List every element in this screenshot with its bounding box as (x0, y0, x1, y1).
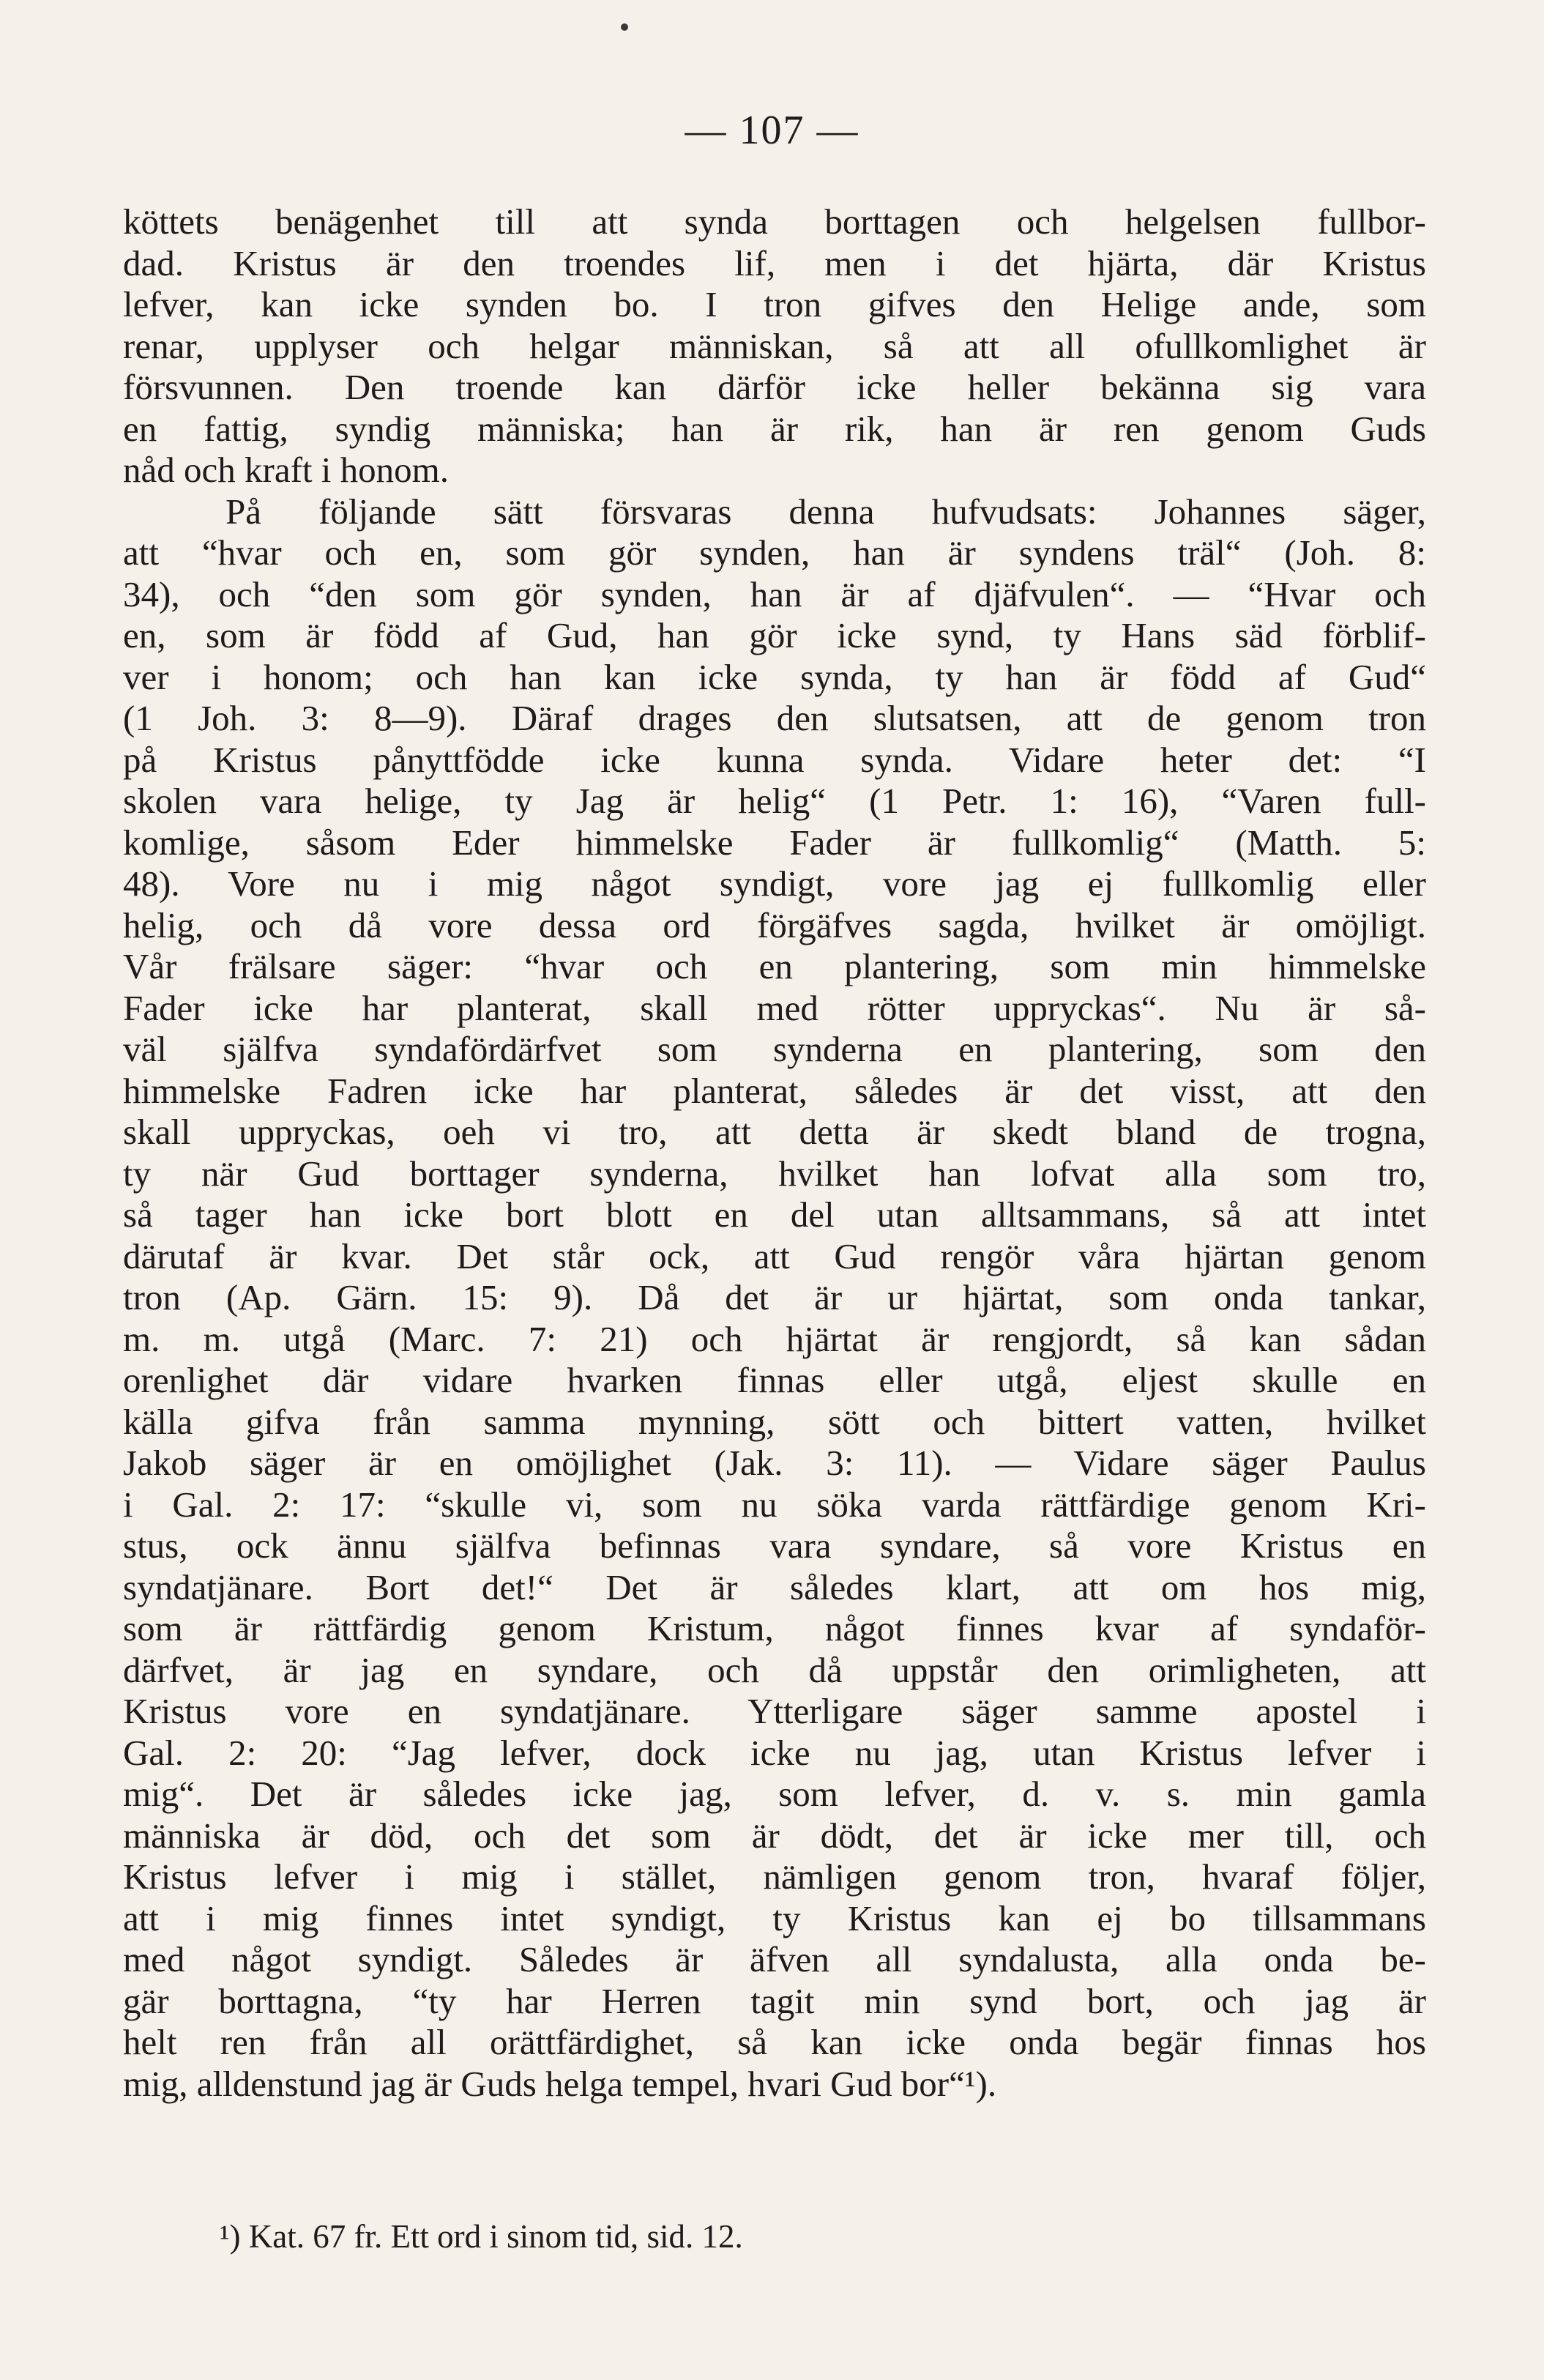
text-line: en fattig, syndig människa; han är rik, han är ren genom Guds (123, 408, 1426, 449)
text-line: 48). Vore nu i mig något syndigt, vore jag ej fullkomlig eller (123, 863, 1426, 904)
text-line: Jakob säger är en omöjlighet (Jak. 3: 11). — Vidare säger Paulus (123, 1443, 1426, 1483)
footnote: ¹) Kat. 67 fr. Ett ord i sinom tid, sid. 12. (220, 2218, 743, 2255)
text-line: därfvet, är jag en syndare, och då uppstår den orimligheten, att (123, 1649, 1426, 1690)
text-line: med något syndigt. Således är äfven all syndalusta, alla onda be- (123, 1939, 1426, 1979)
body-text (123, 201, 1426, 2105)
text-line: mig“. Det är således icke jag, som lefver, d. v. s. min gamla (123, 1774, 1426, 1814)
text-line: stus, ock ännu själfva befinnas vara syndare, så vore Kristus en (123, 1525, 1426, 1566)
text-line: nåd och kraft i honom. (123, 450, 449, 490)
text-line: skall uppryckas, oeh vi tro, att detta är skedt bland de trogna, (123, 1112, 1426, 1152)
text-line: mig, alldenstund jag är Guds helga tempel, hvari Gud bor“¹). (123, 2063, 997, 2104)
text-line: orenlighet där vidare hvarken finnas eller utgå, eljest skulle en (123, 1360, 1426, 1400)
text-line: (1 Joh. 3: 8—9). Däraf drages den slutsatsen, att de genom tron (123, 698, 1426, 738)
text-line: dad. Kristus är den troendes lif, men i det hjärta, där Kristus (123, 242, 1426, 283)
text-line: syndatjänare. Bort det!“ Det är således klart, att om hos mig, (123, 1566, 1426, 1607)
text-line: att i mig finnes intet syndigt, ty Kristus kan ej bo tillsammans (123, 1897, 1426, 1938)
text-line: ty när Gud borttager synderna, hvilket han lofvat alla som tro, (123, 1153, 1426, 1194)
text-line: på Kristus pånyttfödde icke kunna synda. Vidare heter det: “I (123, 739, 1426, 780)
text-line: skolen vara helige, ty Jag är helig“ (1 Petr. 1: 16), “Varen full- (123, 781, 1426, 821)
text-line: människa är död, och det som är dödt, det är icke mer till, och (123, 1815, 1426, 1856)
text-line: källa gifva från samma mynning, sött och bittert vatten, hvilket (123, 1401, 1426, 1442)
text-line: På följande sätt försvaras denna hufvudsats: Johannes säger, (225, 491, 1426, 532)
text-line: en, som är född af Gud, han gör icke synd, ty Hans säd förblif- (123, 615, 1426, 655)
text-line: 34), och “den som gör synden, han är af djäfvulen“. — “Hvar och (123, 573, 1426, 614)
ink-dot (621, 23, 628, 31)
text-line: Gal. 2: 20: “Jag lefver, dock icke nu jag, utan Kristus lefver i (123, 1732, 1426, 1773)
text-line: gär borttagna, “ty har Herren tagit min synd bort, och jag är (123, 1980, 1426, 2021)
text-line: lefver, kan icke synden bo. I tron gifves den Helige ande, som (123, 284, 1426, 324)
text-line: väl själfva syndafördärfvet som synderna en plantering, som den (123, 1029, 1426, 1069)
text-line: helt ren från all orättfärdighet, så kan icke onda begär finnas hos (123, 2022, 1426, 2062)
text-line: Kristus vore en syndatjänare. Ytterligare säger samme apostel i (123, 1691, 1426, 1731)
text-line: m. m. utgå (Marc. 7: 21) och hjärtat är rengjordt, så kan sådan (123, 1318, 1426, 1359)
page-number: — 107 — (685, 108, 859, 153)
text-line: att “hvar och en, som gör synden, han är syndens träl“ (Joh. 8: (123, 532, 1426, 573)
text-line: ver i honom; och han kan icke synda, ty han är född af Gud“ (123, 656, 1426, 697)
text-line: Fader icke har planterat, skall med rötter uppryckas“. Nu är så- (123, 987, 1426, 1028)
text-line: komlige, såsom Eder himmelske Fader är fullkomlig“ (Matth. 5: (123, 822, 1426, 863)
text-line: som är rättfärdig genom Kristum, något finnes kvar af syndaför- (123, 1608, 1426, 1648)
text-line: helig, och då vore dessa ord förgäfves sagda, hvilket är omöjligt. (123, 904, 1426, 945)
text-line: tron (Ap. Gärn. 15: 9). Då det är ur hjärtat, som onda tankar, (123, 1277, 1426, 1317)
text-line: så tager han icke bort blott en del utan alltsammans, så att intet (123, 1194, 1426, 1235)
text-line: Vår frälsare säger: “hvar och en plantering, som min himmelske (123, 946, 1426, 986)
text-line: i Gal. 2: 17: “skulle vi, som nu söka varda rättfärdige genom Kri- (123, 1484, 1426, 1525)
text-line: köttets benägenhet till att synda borttagen och helgelsen fullbor- (123, 201, 1426, 242)
text-line: därutaf är kvar. Det står ock, att Gud rengör våra hjärtan genom (123, 1235, 1426, 1276)
text-line: renar, upplyser och helgar människan, så att all ofullkomlighet är (123, 325, 1426, 366)
text-line: försvunnen. Den troende kan därför icke heller bekänna sig vara (123, 367, 1426, 407)
text-line: himmelske Fadren icke har planterat, således är det visst, att den (123, 1070, 1426, 1111)
text-line: Kristus lefver i mig i stället, nämligen genom tron, hvaraf följer, (123, 1856, 1426, 1897)
